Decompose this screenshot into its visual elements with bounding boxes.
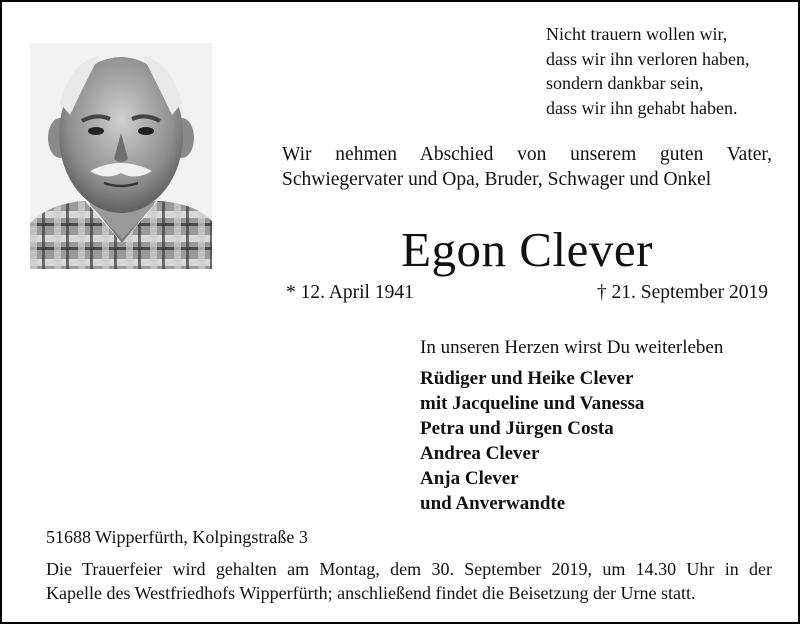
mourner-item: mit Jacqueline und Vanessa [420,393,645,414]
intro-line: Wir nehmen Abschied von unserem guten Vater, [282,144,772,165]
ceremony-line: Kapelle des Westfriedhofs Wipperfürth; anschließend findet die Beisetzung der Urne statt. [46,583,696,603]
ceremony-info [46,557,772,605]
family-heading: In unseren Herzen wirst Du weiterleben [420,337,724,358]
deceased-name: Egon Clever [401,222,653,277]
death-date: † 21. September 2019 [596,282,768,303]
mourner-item: Rüdiger und Heike Clever [420,368,634,389]
poem-line: sondern dankbar sein, [546,73,704,93]
poem [546,22,749,120]
poem-line: dass wir ihn gehabt haben. [546,97,738,118]
mourner-item: und Anverwandte [420,493,566,514]
mourners-list [420,366,644,516]
mourner-item: Anja Clever [420,468,519,489]
ceremony-line: Die Trauerfeier wird gehalten am Montag, dem 30. September 2019, um 14.30 Uhr in der [46,559,772,579]
poem-line: dass wir ihn verloren haben, [546,48,750,69]
mourner-item: Andrea Clever [420,443,540,464]
intro-line: Schwiegervater und Opa, Bruder, Schwager und Onkel [282,169,712,190]
portrait-photo [30,43,212,269]
birth-date: * 12. April 1941 [286,282,414,303]
family-address: 51688 Wipperfürth, Kolpingstraße 3 [46,527,308,547]
farewell-intro [282,142,772,192]
poem-line: Nicht trauern wollen wir, [546,24,728,44]
mourner-item: Petra und Jürgen Costa [420,418,614,439]
